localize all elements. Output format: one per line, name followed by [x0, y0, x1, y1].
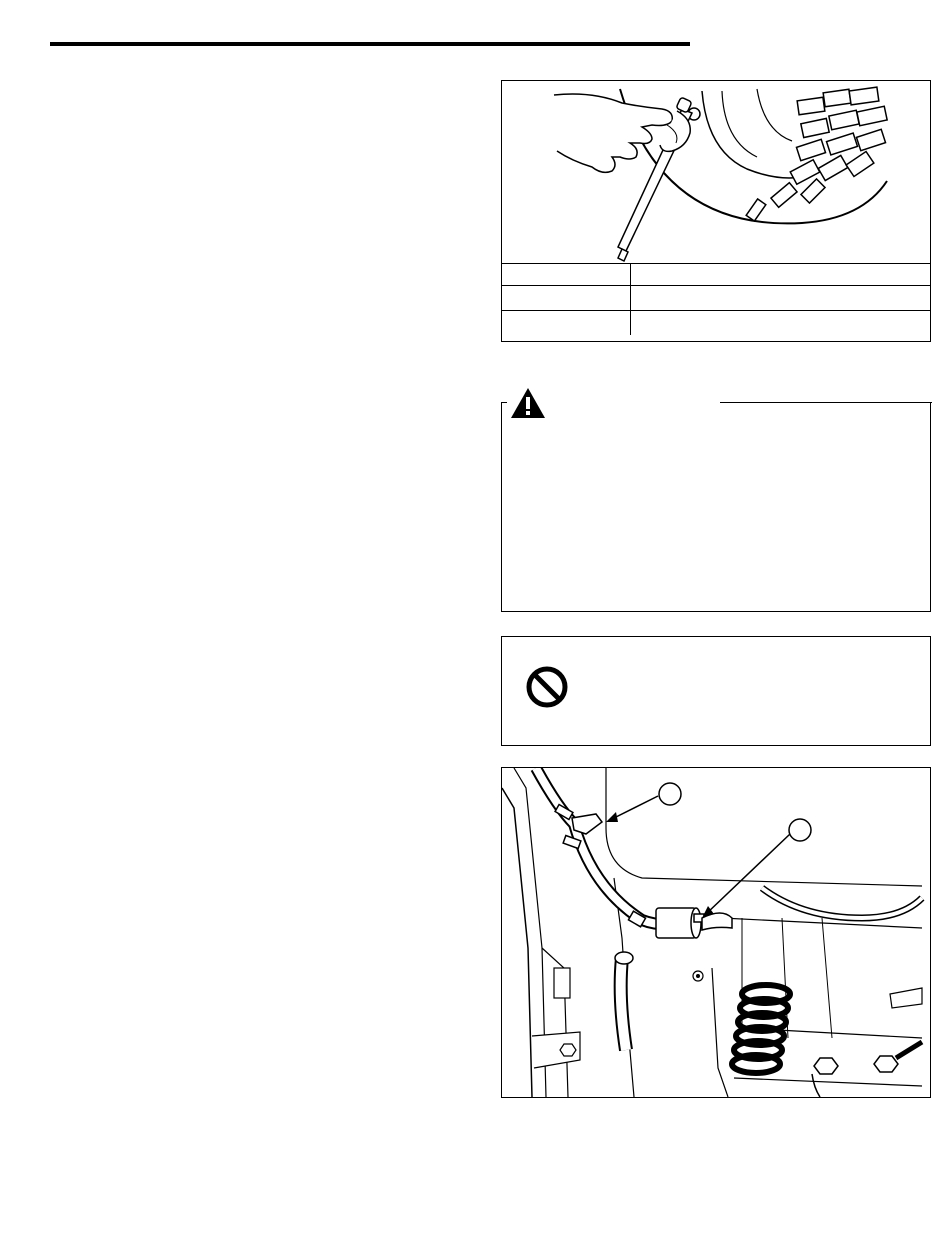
header-rule: [50, 42, 690, 46]
table-row: [502, 264, 930, 286]
table-row: [502, 311, 930, 336]
table-cell: [502, 264, 631, 286]
callout-circle: [659, 783, 681, 805]
fuel-line-illustration: [502, 768, 930, 1097]
tire-pressure-figure: [501, 80, 931, 342]
callout-circle: [789, 819, 811, 841]
warning-border: [501, 402, 507, 403]
fuel-line-figure: [501, 767, 931, 1098]
warning-triangle-icon: [510, 387, 546, 419]
table-cell: [502, 286, 631, 311]
table-cell: [631, 286, 931, 311]
table-cell: [631, 264, 931, 286]
table-cell: [631, 311, 931, 336]
prohibition-icon: [524, 664, 570, 710]
warning-box: [501, 402, 931, 612]
specification-table: [502, 263, 930, 335]
table-row: [502, 286, 930, 311]
tire-gauge-illustration: [502, 81, 930, 263]
prohibition-notice-box: [501, 636, 931, 746]
warning-border: [720, 402, 932, 403]
table-cell: [502, 311, 631, 336]
